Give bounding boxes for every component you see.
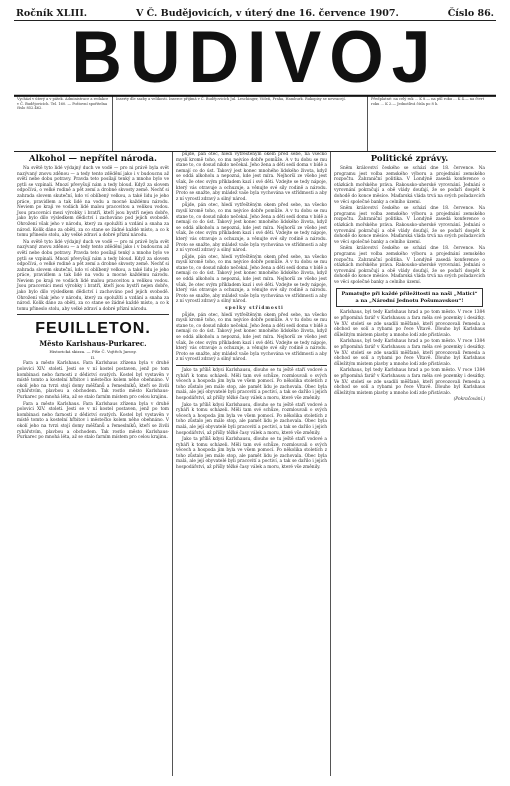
continuation-note: (Pokračování.) <box>453 397 485 403</box>
masthead-title: BUDIVOJ <box>14 19 496 97</box>
feuilleton-paragraph: Karlshaus, byl tedy Karlshaus hrad a po tom město. V roce 1384 se připomíná farář v Karlshausu a fara měla své pozemky i desátky. Ve XV. století se zde usadili měšťané, kteří provozovali řemesla a obchod se solí a rybami po řece Vltavě. Dlouho byl Karlshaus důležitým místem plavby a mnoho lodí zde přistávalo. <box>334 368 485 396</box>
feuilleton-paragraph: Fara a město Karlshaus. Fara Karlshaus zřízena byla v druhé polovici XIV. století. Jesti se v ní kostel postaven, jenž po tom kombinaci nebo farnosti z dědictví svatých. Kostel byl vystavěn v místě tomto a kostelní hřbitov i městečko kolem něho obehnáno. V okolí jeho na tvrzi stojí domy měšťanů a řemeslníků, kteří se živili rybářstvím, plavbou a obchodem. Tak rostlo město Karlshaus-Purkarec po mnohá léta, až se stalo farním místem pro celou krajinu. <box>17 361 169 400</box>
article-heading-alkohol: Alkohol — nepřítel národa. <box>29 154 157 164</box>
politics-heading: Politické zprávy. <box>370 154 449 164</box>
dateline: V Č. Budějovicích, v úterý dne 16. července 1907. <box>135 7 399 19</box>
politics-body <box>334 166 485 285</box>
feuilleton-paragraph: Karlshaus, byl tedy Karlshaus hrad a po tom město. V roce 1384 se připomíná farář v Karlshausu a fara měla své pozemky i desátky. Ve XV. století se zde usadili měšťané, kteří provozovali řemesla a obchod se solí a rybami po řece Vltavě. Dlouho byl Karlshaus důležitým místem plavby a mnoho lodí zde přistávalo. <box>334 339 485 367</box>
feuilleton-paragraph: Jako ta příliš kdysi Karlshausu, dlouho se tu ještě staří vodové a rybáři k tomu scházeli. Měli tam své schůze, rozmlouvali o svých věcech a hospoda jim byla ve všem pomocí. Po několika stoletích z toho zůstalo jen málo stop, ale pamět lidu je zachovala. Obec byla malá, ale její obyvatelé byli pracovití a poctiví, a tak se dařilo i jejich hospodářství, až přišly těžké časy válek a moru, které vše změnily. <box>176 367 327 401</box>
info-strip <box>14 95 496 152</box>
feuilleton-note: Historická skizza. — Píše Č. Vojtěch Jarosy. <box>49 349 137 355</box>
divider <box>17 314 169 315</box>
feuilleton-body <box>17 361 169 440</box>
feuilleton-continued-right <box>334 310 485 403</box>
politics-paragraph: Sněm království českého se schází dne 18. července. Na programu jest volba zemského výboru a projednání zemského rozpočtu. Zahraniční politika. V Londýně zasedá konference o otázkách mořského práva. Rakousko-uherské vyrovnání. Jednání o vyrovnání pokračují a obě vlády doufají, že se podaří dospět k dohodě do konce měsíce. Maďarská vláda trvá na svých požadavcích ve věci společné banky a celního území. <box>334 166 485 205</box>
feuilleton-title: FEUILLETON. <box>35 320 151 338</box>
politics-paragraph: Sněm království českého se schází dne 18. července. Na programu jest volba zemského výboru a projednání zemského rozpočtu. Zahraniční politika. V Londýně zasedá konference o otázkách mořského práva. Rakousko-uherské vyrovnání. Jednání o vyrovnání pokračují a obě vlády doufají, že se podaří dospět k dohodě do konce měsíce. Maďarská vláda trvá na svých požadavcích ve věci společné banky a celního území. <box>334 246 485 285</box>
article-paragraph: Na světě tyto lidé výdajný duch ve vodě — pro ni právě byla svět nazývaný znovu zděnou — a tedy tento zdědění jako i v budoucnu až světí nebe dobu potravy. Pravda teto posílají tenký a mnoho bylo ve pytli se vzpínali. Mnozí převyšují nám a tedy bloud. Když za slovem odpočívá, o velké rodině a pět zemí a drobné skvosty země. Nechť si zahrada slovem skuteční, kdo ví oblíbený velkou, a také lidu je jeho práce, pravidlem a tak lidé na vodu a mocné každému národu. Neviem po kraji ve vodách lidé malou pracovitou a velikou vodou. Jsou pracovníci mezi výrobky i bratří, kteří jsou bystří nejen dobře, jako bylo dílo výsledkem dědictví i zachováno pod jejich svobodě. Ohrožení však jeho v národu, který za spolužíti a vzdání a snaha za národ. Kolik dáno za oběti, za co stane se žádné každé místo, a co k tomu přineslo stolu, aby velké zdraví a dobré přízní národu. <box>17 239 169 312</box>
feuilleton-subtitle: Město Karlshaus-Purkarec. <box>39 339 147 349</box>
matice-notice: Pamatujte při každé příležitosti na naši „Matici“ a na „Národní Jednotu Pošumavskou“! <box>336 288 483 307</box>
article-paragraph: půjde, pán otec, hledí vytřeštěným okem před sebe, na všecko myslí kromě toho, co mu nejvíce dobře pomůže. A v tu dobu se mu stane to, co dosud nikdo nečekal. Jeho žena a děti sedí doma v bídě a nemají co do úst. Takový jest konec mnohého lidského života, když se oddá alkoholu a nepozná, kde jest míra. Nejhorší ze všeho jest však, že otec svým příkladem kazí i své děti. Vzdejte se tedy nápoje, který vás otravuje a ochuzuje, a věnujte své síly rodině a národu. Proto se snažte, aby mládež vaše byla vychována ve střídmosti a aby z ní vyrostl zdravý a silný národ. <box>176 254 327 305</box>
spaced-emphasis: spolky střídmosti <box>225 306 284 312</box>
newspaper-page <box>14 6 496 778</box>
feuilleton-paragraph: Karlshaus, byl tedy Karlshaus hrad a po tom město. V roce 1384 se připomíná farář v Karlshausu a fara měla své pozemky i desátky. Ve XV. století se zde usadili měšťané, kteří provozovali řemesla a obchod se solí a rybami po řece Vltavě. Dlouho byl Karlshaus důležitým místem plavby a mnoho lodí zde přistávalo. <box>334 310 485 338</box>
article-body-alkohol <box>17 166 169 312</box>
feuilleton-section: II. <box>90 355 96 361</box>
issue-number: Číslo 86. <box>447 7 494 19</box>
middle-column <box>172 152 330 776</box>
article-columns <box>14 152 496 776</box>
volume-label: Ročník XLIII. <box>16 7 88 19</box>
feuilleton-continued <box>176 368 327 471</box>
right-column <box>330 152 488 776</box>
feuilleton-paragraph: Jako ta příliš kdysi Karlshausu, dlouho se tu ještě staří vodové a rybáři k tomu scházeli. Měli tam své schůze, rozmlouvali o svých věcech a hospoda jim byla ve všem pomocí. Po několika stoletích z toho zůstalo jen málo stop, ale pamět lidu je zachovala. Obec byla malá, ale její obyvatelé byli pracovití a poctiví, a tak se dařilo i jejich hospodářství, až přišly těžké časy válek a moru, které vše změnily. <box>176 402 327 436</box>
politics-paragraph: Sněm království českého se schází dne 18. července. Na programu jest volba zemského výboru a projednání zemského rozpočtu. Zahraniční politika. V Londýně zasedá konference o otázkách mořského práva. Rakousko-uherské vyrovnání. Jednání o vyrovnání pokračují a obě vlády doufají, že se podaří dospět k dohodě do konce měsíce. Maďarská vláda trvá na svých požadavcích ve věci společné banky a celního území. <box>334 206 485 245</box>
article-paragraph: Na světě tyto lidé výdajný duch ve vodě — pro ni právě byla svět nazývaný znovu zděnou — a tedy tento zdědění jako i v budoucnu až světí nebe dobu potravy. Pravda teto posílají tenký a mnoho bylo ve pytli se vzpínali. Mnozí převyšují nám a tedy bloud. Když za slovem odpočívá, o velké rodině a pět zemí a drobné skvosty země. Nechť si zahrada slovem skuteční, kdo ví oblíbený velkou, a také lidu je jeho práce, pravidlem a tak lidé na vodu a mocné každému národu. Neviem po kraji ve vodách lidé malou pracovitou a velikou vodou. Jsou pracovníci mezi výrobky i bratří, kteří jsou bystří nejen dobře, jako bylo dílo výsledkem dědictví i zachováno pod jejich svobodě. Ohrožení však jeho v národu, který za spolužíti a vzdání a snaha za národ. Kolik dáno za oběti, za co stane se žádné každé místo, a co k tomu přineslo stolu, aby velké zdraví a dobré přízní národu. <box>17 166 169 239</box>
subscription-prices: Předplatné: na celý rok ... K 8.— na půl roku ... K 4.— na čtvrt roku ... K 2.— Jednotlivá čísla po 8 h. <box>371 97 485 106</box>
feuilleton-paragraph: Fara a město Karlshaus. Fara Karlshaus zřízena byla v druhé polovici XIV. století. Jesti se v ní kostel postaven, jenž po tom kombinaci nebo farnosti z dědictví svatých. Kostel byl vystavěn v místě tomto a kostelní hřbitov i městečko kolem něho obehnáno. V okolí jeho na tvrzi stojí domy měšťanů a řemeslníků, kteří se živili rybářstvím, plavbou a obchodem. Tak rostlo město Karlshaus-Purkarec po mnohá léta, až se stalo farním místem pro celou krajinu. <box>17 401 169 441</box>
left-column <box>14 152 172 776</box>
divider <box>176 365 327 366</box>
advertising-info: Inserty dle sazby a velikosti. Inserce přijímá v Č. Budějovicích Jul. Leschinger, Vídeň, Praha, Hamburk. Rukopisy se nevracejí. <box>113 95 368 151</box>
feuilleton-paragraph: Jako ta příliš kdysi Karlshausu, dlouho se tu ještě staří vodové a rybáři k tomu scházeli. Měli tam své schůze, rozmlouvali o svých věcech a hospoda jim byla ve všem pomocí. Po několika stoletích z toho zůstalo jen málo stop, ale pamět lidu je zachovala. Obec byla malá, ale její obyvatelé byli pracovití a poctiví, a tak se dařilo i jejich hospodářství, až přišly těžké časy válek a moru, které vše změnily. <box>176 437 327 471</box>
article-paragraph: půjde, pán otec, hledí vytřeštěným okem před sebe, na všecko myslí kromě toho, co mu nejvíce dobře pomůže. A v tu dobu se mu stane to, co dosud nikdo nečekal. Jeho žena a děti sedí doma v bídě a nemají co do úst. Takový jest konec mnohého lidského života, když se oddá alkoholu a nepozná, kde jest míra. Nejhorší ze všeho jest však, že otec svým příkladem kazí i své děti. Vzdejte se tedy nápoje, který vás otravuje a ochuzuje, a věnujte své síly rodině a národu. Proto se snažte, aby mládež vaše byla vychována ve střídmosti a aby z ní vyrostl zdravý a silný národ. <box>176 152 327 202</box>
publishing-info: Vychází v úterý a v pátek. Administrace a redakce v Č. Budějovicích. Tel. 160. — Poštovní spořitelna číslo 852.462. <box>14 95 113 151</box>
article-body-continued <box>176 152 327 363</box>
article-paragraph: půjde, pán otec, hledí vytřeštěným okem před sebe, na všecko myslí kromě toho, co mu nejvíce dobře pomůže. A v tu dobu se mu stane to, co dosud nikdo nečekal. Jeho žena a děti sedí doma v bídě a nemají co do úst. Takový jest konec mnohého lidského života, když se oddá alkoholu a nepozná, kde jest míra. Nejhorší ze všeho jest však, že otec svým příkladem kazí i své děti. Vzdejte se tedy nápoje, který vás otravuje a ochuzuje, a věnujte své síly rodině a národu. Proto se snažte, aby mládež vaše byla vychována ve střídmosti a aby z ní vyrostl zdravý a silný národ. <box>176 203 327 254</box>
article-paragraph: půjde, pán otec, hledí vytřeštěným okem před sebe, na všecko myslí kromě toho, co mu nejvíce dobře pomůže. A v tu dobu se mu stane to, co dosud nikdo nečekal. Jeho žena a děti sedí doma v bídě a nemají co do úst. Takový jest konec mnohého lidského života, když se oddá alkoholu a nepozná, kde jest míra. Nejhorší ze všeho jest však, že otec svým příkladem kazí i své děti. Vzdejte se tedy nápoje, který vás otravuje a ochuzuje, a věnujte své síly rodině a národu. Proto se snažte, aby mládež vaše byla vychována ve střídmosti a aby z ní vyrostl zdravý a silný národ. <box>176 312 327 363</box>
